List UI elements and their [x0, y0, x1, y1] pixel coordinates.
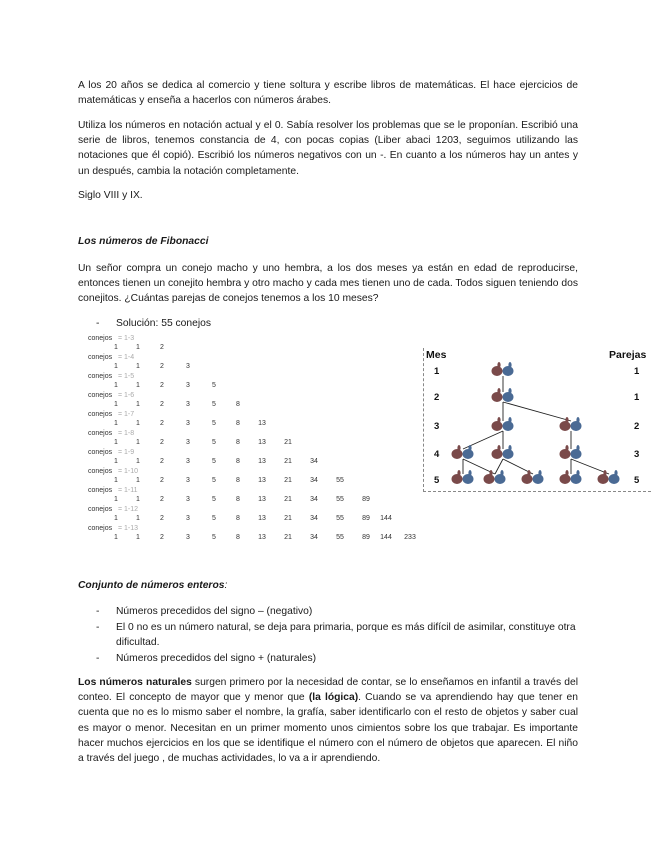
fibonacci-problem: Un señor compra un conejo macho y uno hembra, a los dos meses ya están en edad de reproducirse, entonces tienen un conejito hembra y otro macho y cada mes tienen uno de cada. Todos siguen teniendo dos conejitos. ¿Cuántas parejas de conejos tenemos a los 10 meses?	[78, 263, 578, 305]
table-cell: 1	[136, 458, 140, 465]
paragraph-fibonacci-bio: A los 20 años se dedica al comercio y tiene soltura y escribe libros de matemáticas. El hace ejercicios de matemáticas y enseña a hacerlos con números árabes.	[78, 80, 578, 107]
rabbit-pair-icon	[560, 445, 582, 459]
table-cell: 1	[136, 439, 140, 446]
table-values-row	[88, 476, 418, 485]
rabbit-pair-icon	[492, 417, 514, 431]
table-cell: 1	[114, 458, 118, 465]
table-cell: 1	[114, 534, 118, 541]
rabbit-body	[463, 474, 474, 484]
bullet-dash: -	[96, 606, 100, 617]
rabbit-body	[522, 474, 533, 484]
conejos-label: conejos	[88, 468, 113, 475]
table-cell: 8	[236, 496, 240, 503]
conejos-label: conejos	[88, 392, 113, 399]
pairs-number: 2	[634, 421, 640, 432]
table-label-row	[88, 486, 418, 495]
table-cell: 144	[380, 515, 392, 522]
rabbit-family-tree	[423, 348, 651, 492]
rabbit-pair-icon	[452, 470, 474, 484]
table-cell: 5	[212, 401, 216, 408]
table-cell: 34	[310, 534, 318, 541]
rabbit-pair-icon	[522, 470, 544, 484]
rabbit-body	[598, 474, 609, 484]
rabbit-body	[503, 392, 514, 402]
table-cell: 34	[310, 458, 318, 465]
table-values-row	[88, 381, 418, 390]
table-cell: 1	[114, 382, 118, 389]
pairs-number: 1	[634, 392, 640, 403]
table-cell: 21	[284, 458, 292, 465]
table-cell: 1	[136, 382, 140, 389]
table-cell: 3	[186, 420, 190, 427]
table-cell: 2	[160, 382, 164, 389]
rabbit-ear	[614, 470, 617, 476]
sequence-range: = 1-6	[118, 392, 135, 399]
table-cell: 34	[310, 515, 318, 522]
month-column-header: Mes	[426, 349, 447, 361]
enteros-heading	[78, 580, 227, 591]
conejos-label: conejos	[88, 487, 113, 494]
table-label-row	[88, 524, 418, 533]
paragraph-century: Siglo VIII y IX.	[78, 190, 143, 201]
paragraph-notation: Utiliza los números en notación actual y el 0. Sabía resolver los problemas que se le proponían. Escribió una serie de libros, tenemos constancia de 4, con pocas copias (Liber abaci 1203, seguimos utilizando las notaciones que él copió). Escribió los números negativos con un -. En cuanto a los números hay un antes y un después, cambia la notación completamente.	[78, 120, 578, 177]
rabbit-body	[463, 449, 474, 459]
bullet-text: El 0 no es un número natural, se deja para primaria, porque es más difícil de asimilar, constituye otra dificultad.	[116, 622, 576, 649]
table-cell: 1	[136, 420, 140, 427]
rabbit-pair-icon	[560, 470, 582, 484]
rabbit-body	[571, 474, 582, 484]
table-cell: 1	[114, 496, 118, 503]
rabbit-ear	[500, 470, 503, 476]
table-cell: 21	[284, 477, 292, 484]
table-values-row	[88, 400, 418, 409]
enteros-heading-colon: :	[224, 580, 228, 591]
table-cell: 8	[236, 534, 240, 541]
table-values-row	[88, 495, 418, 504]
rabbit-ear	[565, 445, 568, 451]
table-cell: 2	[160, 515, 164, 522]
table-cell: 13	[258, 458, 266, 465]
table-cell: 21	[284, 534, 292, 541]
rabbit-ear	[508, 362, 511, 368]
table-cell: 21	[284, 439, 292, 446]
table-cell: 3	[186, 496, 190, 503]
table-values-row	[88, 533, 418, 542]
table-cell: 55	[336, 477, 344, 484]
table-cell: 34	[310, 496, 318, 503]
pairs-number: 3	[634, 449, 640, 460]
table-cell: 1	[136, 344, 140, 351]
sequence-range: = 1-8	[118, 430, 135, 437]
rabbit-ear	[576, 470, 579, 476]
rabbit-body	[503, 449, 514, 459]
table-cell: 3	[186, 363, 190, 370]
rabbit-body	[571, 449, 582, 459]
sequence-range: = 1-5	[118, 373, 135, 380]
table-cell: 89	[362, 534, 370, 541]
rabbit-pair-icon	[492, 445, 514, 459]
table-cell: 233	[404, 534, 416, 541]
table-values-row	[88, 362, 418, 371]
rabbit-ear	[489, 470, 492, 476]
table-cell: 2	[160, 458, 164, 465]
rabbit-ear	[527, 470, 530, 476]
table-cell: 2	[160, 401, 164, 408]
naturales-text-1: surgen primero por la necesidad de contar, se lo enseñamos en infantil a través del conteo. El concepto de mayor que y menor que	[78, 677, 578, 704]
sequence-range: = 1-10	[118, 468, 139, 475]
rabbit-pair-icon	[484, 470, 506, 484]
table-cell: 1	[114, 420, 118, 427]
bullet-dash: -	[96, 622, 100, 633]
rabbit-pair-icon	[492, 362, 514, 376]
table-cell: 5	[212, 477, 216, 484]
naturales-lead: Los números naturales	[78, 677, 192, 688]
bullet-text: Números precedidos del signo – (negativo)	[116, 606, 313, 617]
sequence-range: = 1-7	[118, 411, 135, 418]
table-cell: 13	[258, 534, 266, 541]
pairs-column-header: Parejas	[609, 349, 647, 361]
table-cell: 1	[136, 363, 140, 370]
table-cell: 1	[136, 515, 140, 522]
table-label-row	[88, 448, 418, 457]
rabbit-body	[503, 366, 514, 376]
table-cell: 1	[114, 344, 118, 351]
table-cell: 1	[136, 477, 140, 484]
table-cell: 8	[236, 439, 240, 446]
table-cell: 5	[212, 420, 216, 427]
rabbit-body	[492, 392, 503, 402]
rabbit-body	[571, 421, 582, 431]
rabbit-ear	[538, 470, 541, 476]
table-cell: 55	[336, 496, 344, 503]
table-label-row	[88, 505, 418, 514]
rabbit-ear	[565, 417, 568, 423]
month-number: 5	[434, 475, 440, 486]
enteros-bullet-2	[96, 620, 578, 650]
table-label-row	[88, 334, 418, 343]
naturales-text-2: . Cuando se va aprendiendo hay que tener en cuenta que no es lo mismo saber el nombre, la grafía, saber identificarlo con el resto de objetos y saber cual es mayor o menor. Necesitan en un primer momento unos cimientos sobre los que trabajar. Es importante hacer muchos ejercicios en los que se identifique el número con el número de objetos que aparecen. El niño a través del juego , de muchas actividades, lo va a ir aprendiendo.	[78, 692, 578, 765]
table-cell: 34	[310, 477, 318, 484]
table-label-row	[88, 410, 418, 419]
table-cell: 55	[336, 534, 344, 541]
table-cell: 3	[186, 401, 190, 408]
rabbit-ear	[565, 470, 568, 476]
table-cell: 2	[160, 534, 164, 541]
table-cell: 3	[186, 534, 190, 541]
table-cell: 5	[212, 496, 216, 503]
table-cell: 89	[362, 515, 370, 522]
pairs-number: 5	[634, 475, 640, 486]
rabbit-pair-icon	[452, 445, 474, 459]
rabbit-ear	[508, 388, 511, 394]
table-cell: 1	[136, 496, 140, 503]
table-cell: 13	[258, 420, 266, 427]
table-cell: 13	[258, 477, 266, 484]
table-cell: 13	[258, 439, 266, 446]
rabbit-body	[492, 449, 503, 459]
table-cell: 1	[114, 477, 118, 484]
month-number: 1	[434, 366, 440, 377]
table-cell: 2	[160, 363, 164, 370]
rabbit-sequence-table	[88, 334, 418, 544]
table-values-row	[88, 457, 418, 466]
conejos-label: conejos	[88, 335, 113, 342]
rabbit-ear	[497, 417, 500, 423]
paragraph-naturales	[78, 675, 578, 766]
rabbit-body	[560, 421, 571, 431]
conejos-label: conejos	[88, 411, 113, 418]
table-cell: 5	[212, 382, 216, 389]
rabbit-ear	[497, 388, 500, 394]
sequence-range: = 1-11	[118, 487, 138, 494]
table-cell: 3	[186, 477, 190, 484]
table-cell: 21	[284, 515, 292, 522]
rabbit-ear	[508, 417, 511, 423]
solution-bullet	[96, 316, 578, 331]
table-cell: 13	[258, 515, 266, 522]
sequence-range: = 1-12	[118, 506, 139, 513]
conejos-label: conejos	[88, 525, 113, 532]
table-cell: 1	[114, 363, 118, 370]
solution-text: Solución: 55 conejos	[116, 318, 212, 329]
rabbit-ear	[468, 470, 471, 476]
table-cell: 1	[136, 534, 140, 541]
table-cell: 3	[186, 458, 190, 465]
table-label-row	[88, 372, 418, 381]
conejos-label: conejos	[88, 354, 113, 361]
rabbit-body	[533, 474, 544, 484]
bullet-text: Números precedidos del signo + (naturales)	[116, 653, 317, 664]
sequence-range: = 1-3	[118, 335, 135, 342]
table-cell: 5	[212, 439, 216, 446]
rabbit-body	[503, 421, 514, 431]
sequence-range: = 1-13	[118, 525, 139, 532]
conejos-label: conejos	[88, 506, 113, 513]
sequence-range: = 1-4	[118, 354, 135, 361]
bullet-dash: -	[96, 653, 100, 664]
table-values-row	[88, 514, 418, 523]
rabbit-body	[452, 474, 463, 484]
rabbit-ear	[576, 445, 579, 451]
rabbit-body	[495, 474, 506, 484]
tree-connector	[503, 402, 571, 421]
table-cell: 8	[236, 477, 240, 484]
fibonacci-heading: Los números de Fibonacci	[78, 236, 209, 247]
table-cell: 8	[236, 420, 240, 427]
rabbit-ear	[508, 445, 511, 451]
rabbit-pair-icon	[598, 470, 620, 484]
table-cell: 5	[212, 458, 216, 465]
rabbit-body	[492, 366, 503, 376]
conejos-label: conejos	[88, 373, 113, 380]
table-cell: 144	[380, 534, 392, 541]
table-cell: 55	[336, 515, 344, 522]
conejos-label: conejos	[88, 449, 113, 456]
table-cell: 3	[186, 515, 190, 522]
table-cell: 5	[212, 515, 216, 522]
table-cell: 2	[160, 344, 164, 351]
rabbit-ear	[457, 445, 460, 451]
table-label-row	[88, 429, 418, 438]
conejos-label: conejos	[88, 430, 113, 437]
table-cell: 2	[160, 496, 164, 503]
rabbit-body	[560, 449, 571, 459]
rabbit-body	[492, 421, 503, 431]
table-cell: 13	[258, 496, 266, 503]
sequence-range: = 1-9	[118, 449, 135, 456]
tree-drawing	[423, 348, 651, 492]
rabbit-ear	[457, 470, 460, 476]
table-values-row	[88, 343, 418, 352]
table-label-row	[88, 353, 418, 362]
table-cell: 8	[236, 515, 240, 522]
table-label-row	[88, 467, 418, 476]
month-number: 2	[434, 392, 440, 403]
table-cell: 2	[160, 439, 164, 446]
table-cell: 1	[136, 401, 140, 408]
rabbit-body	[560, 474, 571, 484]
month-number: 3	[434, 421, 440, 432]
table-cell: 3	[186, 439, 190, 446]
table-cell: 2	[160, 477, 164, 484]
table-cell: 89	[362, 496, 370, 503]
rabbit-body	[452, 449, 463, 459]
table-cell: 8	[236, 458, 240, 465]
rabbit-body	[609, 474, 620, 484]
rabbit-body	[484, 474, 495, 484]
rabbit-ear	[603, 470, 606, 476]
enteros-bullet-1	[96, 604, 578, 619]
month-number: 4	[434, 449, 440, 460]
table-cell: 21	[284, 496, 292, 503]
table-values-row	[88, 438, 418, 447]
bullet-dash: -	[96, 318, 100, 329]
rabbit-ear	[497, 362, 500, 368]
table-cell: 5	[212, 534, 216, 541]
table-cell: 1	[114, 515, 118, 522]
enteros-heading-text: Conjunto de números enteros	[78, 580, 225, 591]
enteros-bullet-3	[96, 651, 578, 666]
table-cell: 8	[236, 401, 240, 408]
table-label-row	[88, 391, 418, 400]
naturales-logic: (la lógica)	[308, 692, 359, 704]
pairs-number: 1	[634, 366, 640, 377]
rabbit-ear	[468, 445, 471, 451]
table-values-row	[88, 419, 418, 428]
rabbit-ear	[576, 417, 579, 423]
table-cell: 1	[114, 439, 118, 446]
table-cell: 2	[160, 420, 164, 427]
table-cell: 1	[114, 401, 118, 408]
rabbit-ear	[497, 445, 500, 451]
rabbit-pair-icon	[492, 388, 514, 402]
table-cell: 3	[186, 382, 190, 389]
